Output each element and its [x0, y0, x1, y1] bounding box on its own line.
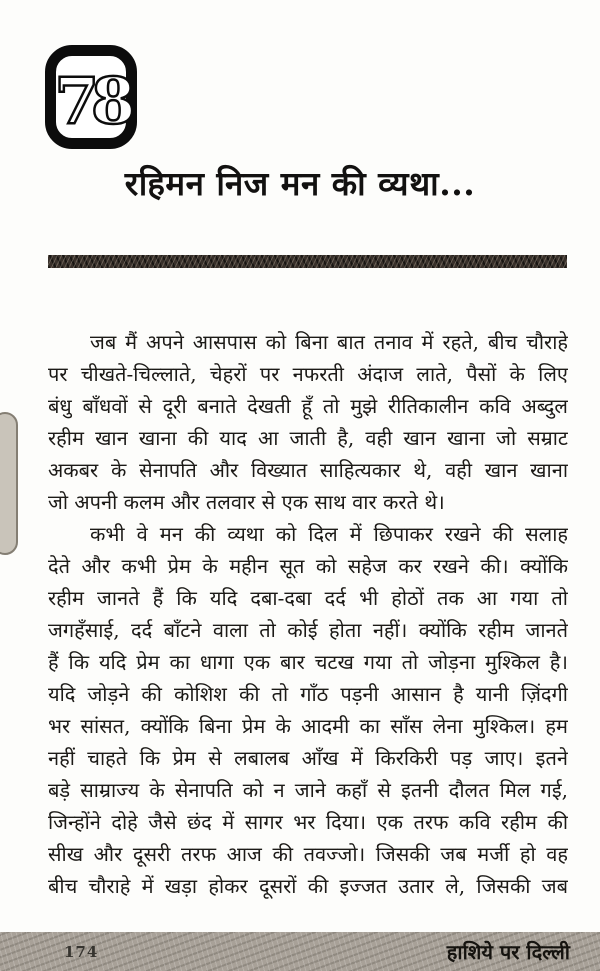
page-number: 174: [64, 942, 99, 961]
body-text-line: यदि जोड़ने की कोशिश की तो गाँठ पड़नी आसान है यानी ज़िंदगी: [48, 682, 568, 706]
body-text-line: सीख और दूसरी तरफ आज की तवज्जो। जिसकी जब मर्जी हो वह: [48, 842, 568, 866]
body-text-line: भर सांसत, क्योंकि बिना प्रेम के आदमी का साँस लेना मुश्किल। हम: [48, 714, 568, 738]
body-text-line: रहीम खान खाना की याद आ जाती है, वही खान खाना जो सम्राट: [48, 426, 568, 450]
section-divider-rule: [48, 255, 567, 268]
body-text-line: बड़े साम्राज्य के सेनापति को न जाने कहाँ से इतनी दौलत मिल गई,: [48, 778, 568, 802]
body-text-line: बंधु बाँधवों से दूरी बनाते देखती हूँ तो मुझे रीतिकालीन कवि अब्दुल: [48, 394, 568, 418]
body-text-line: रहीम जानते हैं कि यदि दबा-दबा दर्द भी होठों तक आ गया तो: [48, 586, 568, 610]
footer-band: [0, 932, 600, 971]
body-text-line: जब मैं अपने आसपास को बिना बात तनाव में रहते, बीच चौराहे: [90, 330, 568, 354]
chapter-title: रहिमन निज मन की व्यथा...: [124, 164, 476, 203]
body-text-line: जो अपनी कलम और तलवार से एक साथ वार करते थे।: [48, 490, 445, 514]
body-text-line: देते और कभी प्रेम के महीन सूत को सहेज कर रखने की। क्योंकि: [48, 554, 568, 578]
book-title: हाशिये पर दिल्ली: [446, 940, 570, 964]
body-text-line: अकबर के सेनापति और विख्यात साहित्यकार थे, वही खान खाना: [48, 458, 568, 482]
chapter-number-badge: [45, 45, 137, 149]
body-text-line: नहीं चाहते कि प्रेम से लबालब आँख में किरकिरी पड़ जाए। इतने: [48, 746, 568, 770]
body-text-line: बीच चौराहे में खड़ा होकर दूसरों की इज्जत उतार ले, जिसकी जब: [48, 874, 568, 898]
body-text-line: जिन्होंने दोहे जैसे छंद में सागर भर दिया। एक तरफ कवि रहीम की: [48, 810, 568, 834]
body-text: [48, 326, 568, 902]
chapter-number-outline-digits: [54, 55, 128, 141]
body-text-line: जगहँसाई, दर्द बाँटने वाला तो कोई होता नहीं। क्योंकि रहीम जानते: [48, 618, 568, 642]
body-text-line: हैं कि यदि प्रेम का धागा एक बार चटख गया तो जोड़ना मुश्किल है।: [48, 650, 568, 674]
body-text-line: कभी वे मन की व्यथा को दिल में छिपाकर रखने की सलाह: [90, 522, 568, 546]
page-edge-scan-artifact: [0, 412, 18, 555]
body-text-line: पर चीखते-चिल्लाते, चेहरों पर नफरती अंदाज लाते, पैसों के लिए: [48, 362, 568, 386]
chapter-number: 78: [54, 64, 128, 139]
